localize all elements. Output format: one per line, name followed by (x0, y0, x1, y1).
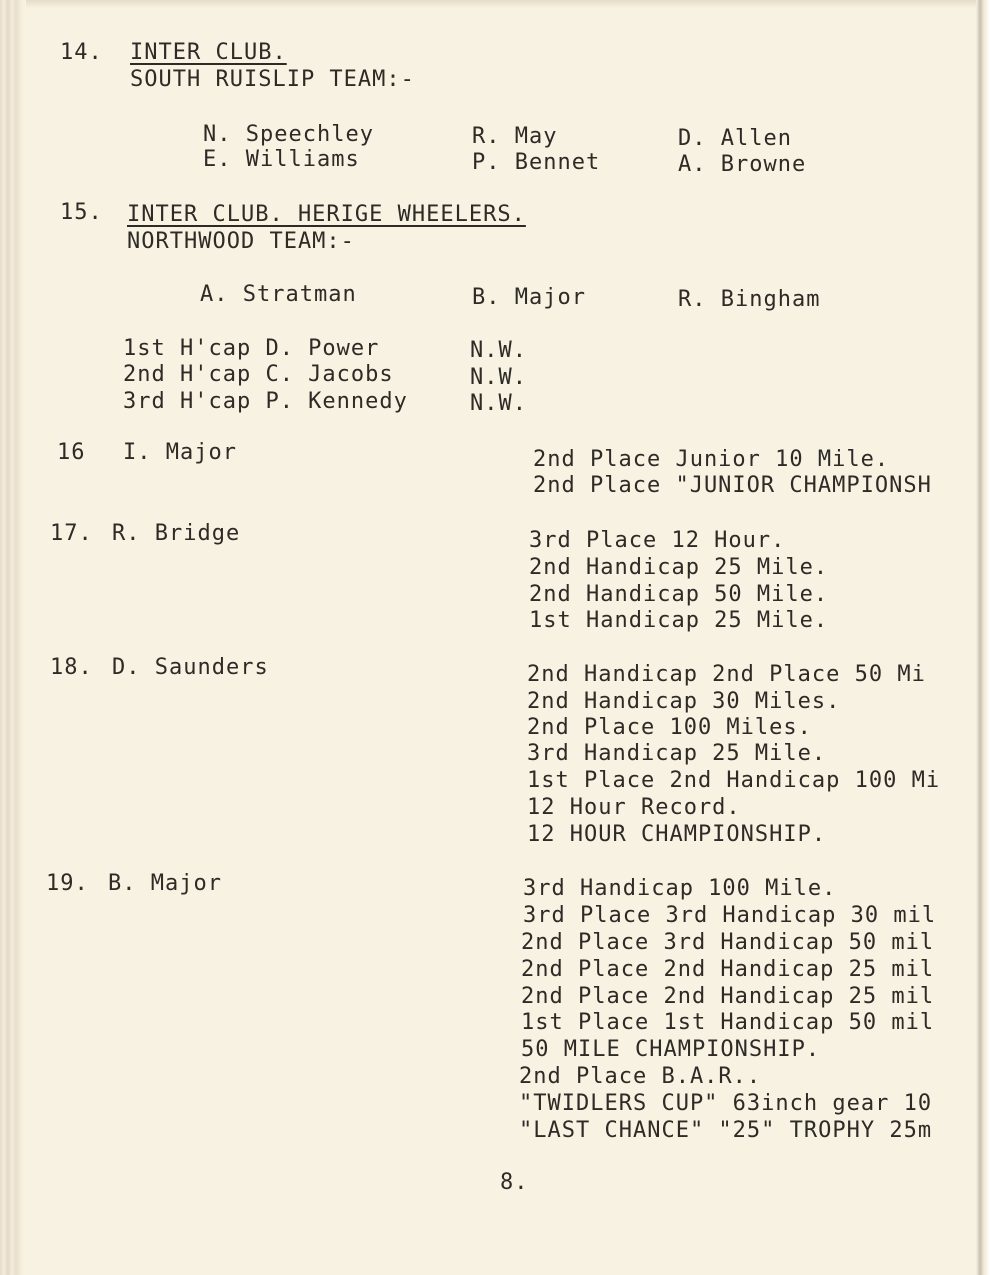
result-line: 50 MILE CHAMPIONSHIP. (521, 1037, 821, 1062)
section-18-number: 18. (50, 655, 93, 680)
result-line: 1st Place 2nd Handicap 100 Mi (527, 768, 941, 793)
handicap-club: N.W. (470, 365, 527, 390)
top-page-edge (26, 0, 976, 8)
result-line: 2nd Place "JUNIOR CHAMPIONSH (533, 473, 932, 498)
stacked-page-edges (0, 0, 26, 1275)
result-line: 2nd Place 100 Miles. (527, 715, 812, 740)
team-member: P. Bennet (472, 150, 601, 175)
team-member: A. Browne (678, 152, 807, 177)
result-line: 2nd Handicap 25 Mile. (529, 555, 829, 580)
result-line: 1st Handicap 25 Mile. (529, 608, 829, 633)
team-member: N. Speechley (203, 122, 374, 147)
result-line: 2nd Place 2nd Handicap 25 mil (521, 984, 935, 1009)
result-line: 2nd Handicap 30 Miles. (527, 689, 841, 714)
result-line: 3rd Handicap 25 Mile. (527, 741, 827, 766)
page-number: 8. (500, 1170, 529, 1195)
section-19-number: 19. (46, 871, 89, 896)
section-18-name: D. Saunders (112, 655, 269, 680)
section-14-team-label: SOUTH RUISLIP TEAM:- (130, 67, 415, 92)
section-14-heading: INTER CLUB. (130, 40, 287, 65)
team-member: B. Major (472, 285, 586, 310)
section-16-number: 16 (57, 440, 86, 465)
result-line: 12 Hour Record. (527, 795, 741, 820)
result-line: 3rd Place 12 Hour. (529, 528, 786, 553)
result-line: 2nd Place Junior 10 Mile. (533, 447, 890, 472)
team-member: R. May (472, 124, 558, 149)
handicap-entry: 1st H'cap D. Power (123, 336, 380, 361)
team-member: A. Stratman (200, 282, 357, 307)
result-line: 3rd Handicap 100 Mile. (523, 876, 837, 901)
handicap-club: N.W. (470, 391, 527, 416)
result-line: "LAST CHANCE" "25" TROPHY 25m (519, 1118, 933, 1143)
result-line: 12 HOUR CHAMPIONSHIP. (527, 822, 827, 847)
team-member: R. Bingham (678, 287, 821, 312)
section-14-number: 14. (60, 40, 103, 65)
section-16-name: I. Major (123, 440, 237, 465)
handicap-club: N.W. (470, 338, 527, 363)
team-member: E. Williams (203, 147, 360, 172)
result-line: 2nd Place 2nd Handicap 25 mil (521, 957, 935, 982)
section-19-name: B. Major (108, 871, 222, 896)
result-line: "TWIDLERS CUP" 63inch gear 10 (519, 1091, 933, 1116)
handicap-entry: 2nd H'cap C. Jacobs (123, 362, 394, 387)
result-line: 2nd Place B.A.R.. (519, 1064, 762, 1089)
section-15-number: 15. (60, 200, 103, 225)
result-line: 3rd Place 3rd Handicap 30 mil (523, 903, 937, 928)
section-15-team-label: NORTHWOOD TEAM:- (127, 229, 355, 254)
section-17-name: R. Bridge (112, 521, 241, 546)
result-line: 2nd Place 3rd Handicap 50 mil (521, 930, 935, 955)
team-member: D. Allen (678, 126, 792, 151)
section-15-heading: INTER CLUB. HERIGE WHEELERS. (127, 202, 526, 227)
section-17-number: 17. (50, 521, 93, 546)
result-line: 2nd Handicap 50 Mile. (529, 582, 829, 607)
result-line: 1st Place 1st Handicap 50 mil (521, 1010, 935, 1035)
binding-edge (976, 0, 1000, 1275)
handicap-entry: 3rd H'cap P. Kennedy (123, 389, 408, 414)
result-line: 2nd Handicap 2nd Place 50 Mi (527, 662, 926, 687)
